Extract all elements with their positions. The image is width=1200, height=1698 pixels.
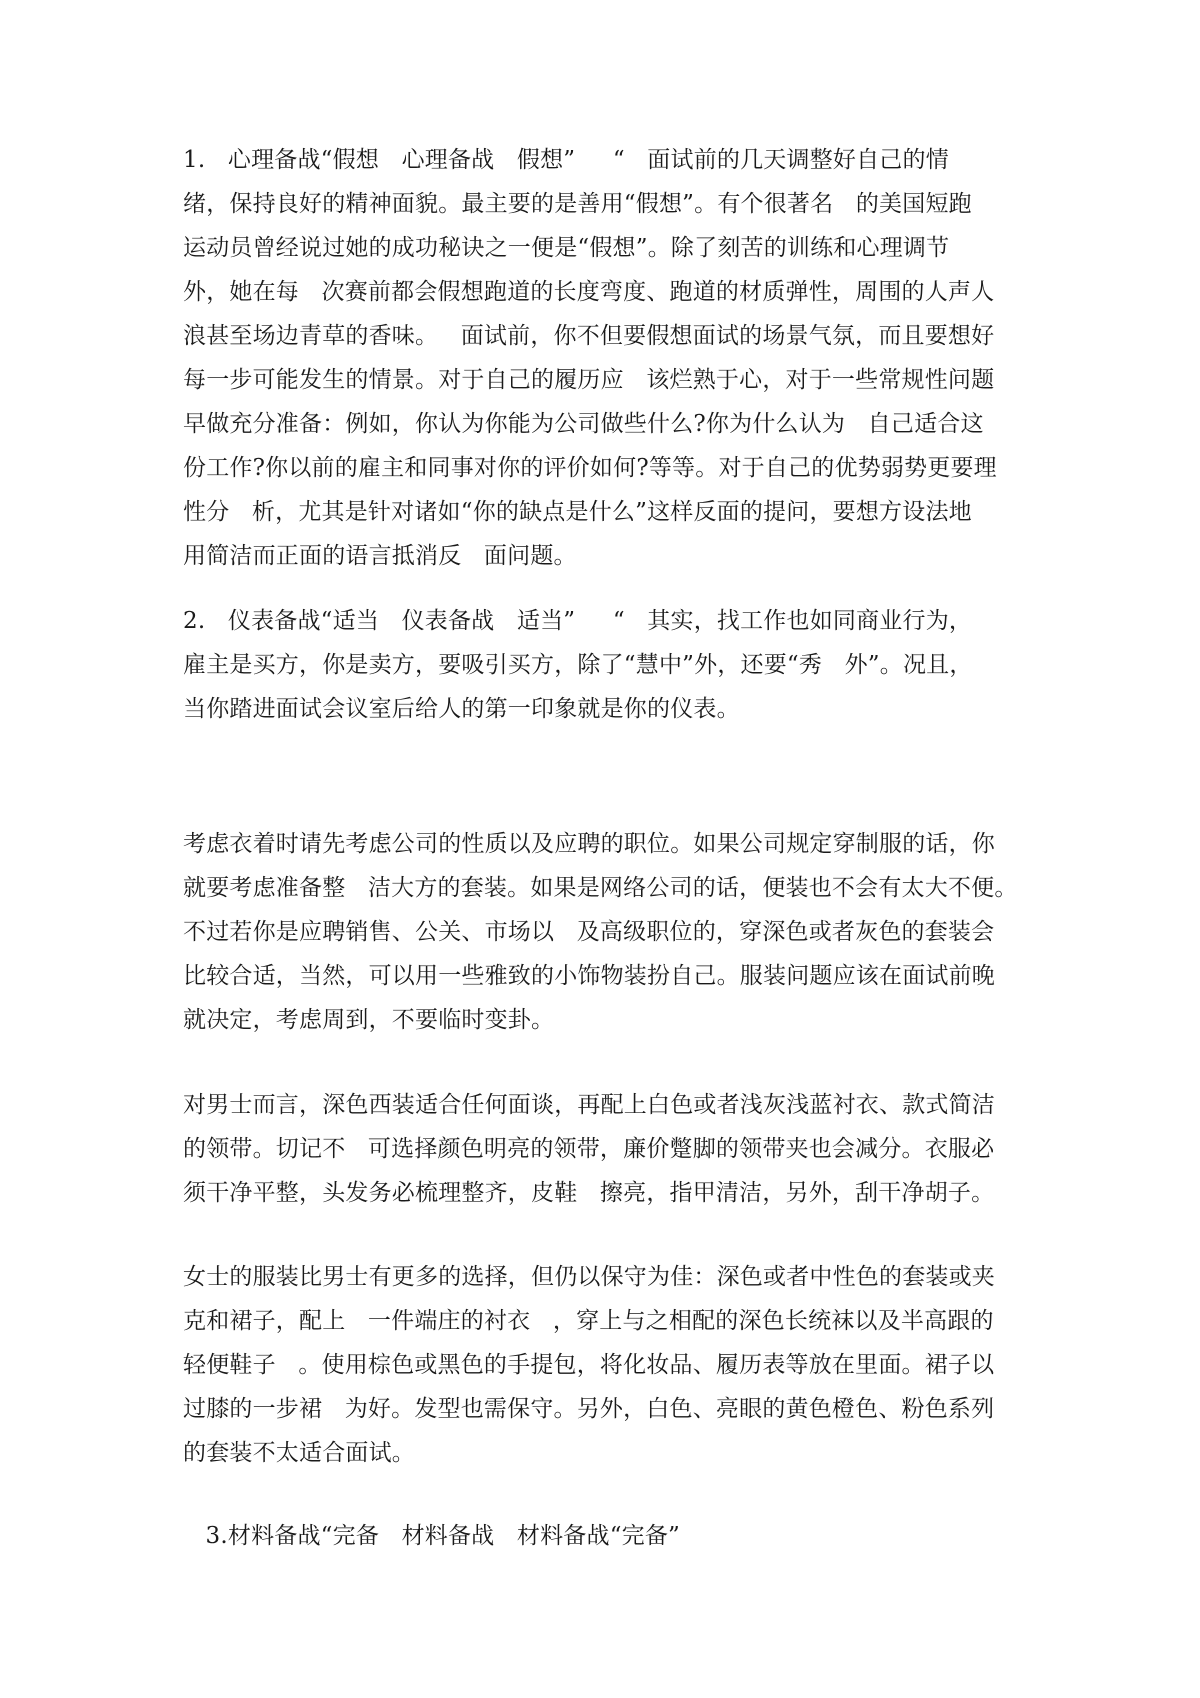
- text-line: 1. 心理备战“假想 心理备战 假想” “ 面试前的几天调整好自己的情: [183, 147, 949, 173]
- text-line: 过膝的一步裙 为好。发型也需保守。另外，白色、亮眼的黄色橙色、粉色系列: [183, 1396, 995, 1422]
- text-line: 浪甚至场边青草的香味。 面试前，你不但要假想面试的场景气氛，而且要想好: [183, 323, 995, 349]
- text-line: 每一步可能发生的情景。对于自己的履历应 该烂熟于心，对于一些常规性问题: [183, 367, 995, 393]
- text-line: 克和裙子，配上 一件端庄的衬衣 ，穿上与之相配的深色长统袜以及半高跟的: [183, 1308, 994, 1334]
- section-heading: 3.材料备战“完备 材料备战 材料备战“完备”: [183, 1523, 681, 1549]
- text-line: 轻便鞋子 。使用棕色或黑色的手提包，将化妆品、履历表等放在里面。裙子以: [183, 1352, 995, 1378]
- text-line: 2. 仪表备战“适当 仪表备战 适当” “ 其实，找工作也如同商业行为，: [183, 608, 973, 634]
- text-line: 须干净平整，头发务必梳理整齐，皮鞋 擦亮，指甲清洁，另外，刮干净胡子。: [183, 1180, 995, 1206]
- text-line: 不过若你是应聘销售、公关、市场以 及高级职位的，穿深色或者灰色的套装会: [183, 919, 995, 945]
- text-line: 当你踏进面试会议室后给人的第一印象就是你的仪表。: [183, 696, 740, 722]
- text-line: 绪，保持良好的精神面貌。最主要的是善用“假想”。有个很著名 的美国短跑: [183, 191, 972, 217]
- text-line: 比较合适，当然，可以用一些雅致的小饰物装扮自己。服装问题应该在面试前晚: [183, 963, 995, 989]
- text-line: 雇主是买方，你是卖方，要吸引买方，除了“慧中”外，还要“秀 外”。况且，: [183, 652, 973, 678]
- text-line: 份工作?你以前的雇主和同事对你的评价如何?等等。对于自己的优势弱势更要理: [183, 455, 997, 481]
- text-line: 就决定，考虑周到，不要临时变卦。: [183, 1007, 555, 1033]
- text-line: 就要考虑准备整 洁大方的套装。如果是网络公司的话，便装也不会有太大不便。: [183, 875, 1018, 901]
- text-line: 的套装不太适合面试。: [183, 1440, 415, 1466]
- text-line: 运动员曾经说过她的成功秘诀之一便是“假想”。除了刻苦的训练和心理调节: [183, 235, 950, 261]
- text-line: 用简洁而正面的语言抵消反 面问题。: [183, 543, 577, 569]
- text-line: 早做充分准备：例如，你认为你能为公司做些什么?你为什么认为 自己适合这: [183, 411, 984, 437]
- text-line: 考虑衣着时请先考虑公司的性质以及应聘的职位。如果公司规定穿制服的话，你: [183, 831, 995, 857]
- text-line: 对男士而言，深色西装适合任何面谈，再配上白色或者浅灰浅蓝衬衣、款式简洁: [183, 1092, 995, 1118]
- text-line: 的领带。切记不 可选择颜色明亮的领带，廉价蹩脚的领带夹也会减分。衣服必: [183, 1136, 995, 1162]
- text-line: 女士的服装比男士有更多的选择，但仍以保守为佳：深色或者中性色的套装或夹: [183, 1264, 995, 1290]
- text-line: 性分 析，尤其是针对诸如“你的缺点是什么”这样反面的提问，要想方设法地: [183, 499, 972, 525]
- text-line: 外，她在每 次赛前都会假想跑道的长度弯度、跑道的材质弹性，周围的人声人: [183, 279, 995, 305]
